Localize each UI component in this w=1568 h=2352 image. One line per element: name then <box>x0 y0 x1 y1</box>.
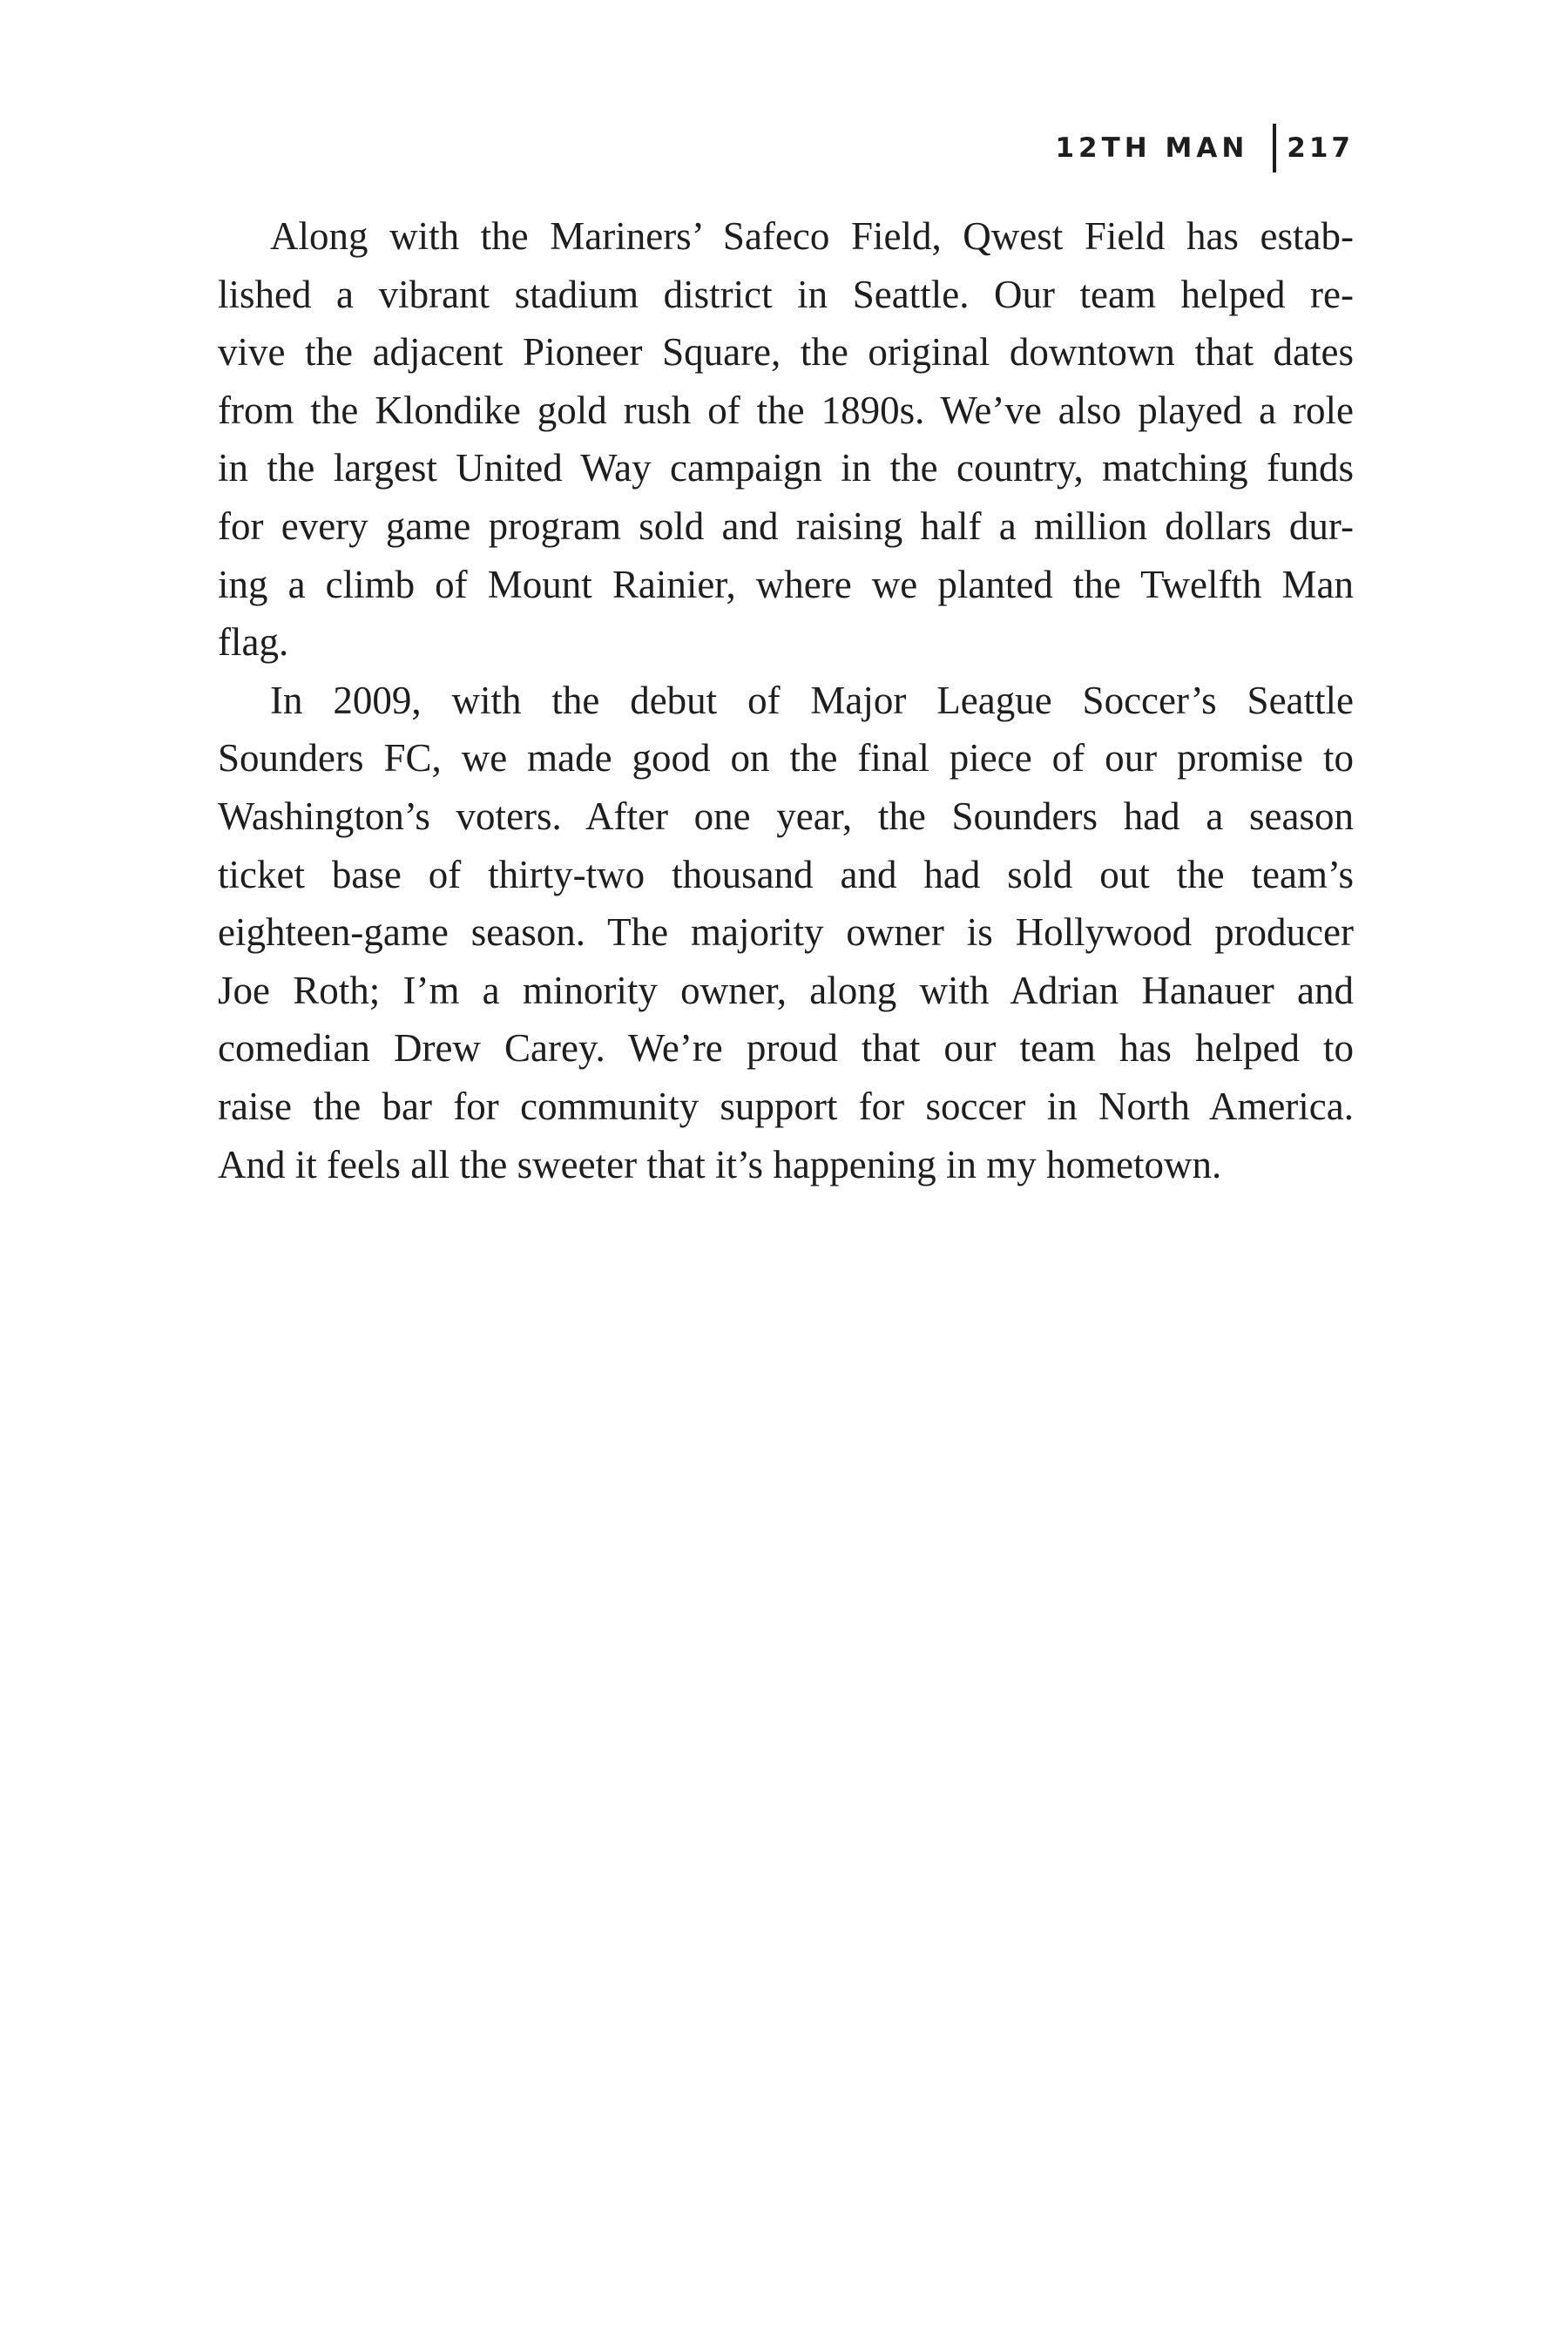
text-line: In 2009, with the debut of Major League Soccer’s Seattle <box>270 678 1354 722</box>
running-head <box>1055 124 1354 172</box>
page-number: 217 <box>1287 132 1354 164</box>
text-line: eighteen-game season. The majority owner is Hollywood producer <box>218 910 1354 955</box>
text-line: ing a climb of Mount Rainier, where we planted the Twelfth Man <box>218 562 1354 606</box>
text-line: Washington’s voters. After one year, the Sounders had a season <box>218 794 1354 838</box>
text-line: vive the adjacent Pioneer Square, the original downtown that dates <box>218 330 1354 375</box>
text-line: And it feels all the sweeter that it’s happening in my hometown. <box>218 1142 1222 1186</box>
text-line: lished a vibrant stadium district in Seattle. Our team helped re- <box>218 272 1354 316</box>
text-line: for every game program sold and raising half a million dollars dur- <box>218 504 1354 548</box>
text-line: Joe Roth; I’m a minority owner, along with Adrian Hanauer and <box>218 968 1354 1012</box>
text-line: in the largest United Way campaign in the country, matching funds <box>218 446 1354 490</box>
text-line: flag. <box>218 620 289 665</box>
text-line: Along with the Mariners’ Safeco Field, Qwest Field has estab- <box>270 214 1354 258</box>
text-line: Sounders FC, we made good on the final piece of our promise to <box>218 736 1354 781</box>
chapter-title: 12TH MAN <box>1055 132 1249 164</box>
header-divider <box>1273 124 1276 172</box>
paragraph <box>218 207 1354 672</box>
text-line: ticket base of thirty-two thousand and had sold out the team’s <box>218 852 1354 896</box>
paragraph <box>218 672 1354 1193</box>
text-line: raise the bar for community support for soccer in North America. <box>218 1084 1354 1128</box>
body-text <box>218 207 1354 1193</box>
text-line: comedian Drew Carey. We’re proud that our team has helped to <box>218 1026 1354 1071</box>
text-line: from the Klondike gold rush of the 1890s. We’ve also played a role <box>218 388 1354 432</box>
